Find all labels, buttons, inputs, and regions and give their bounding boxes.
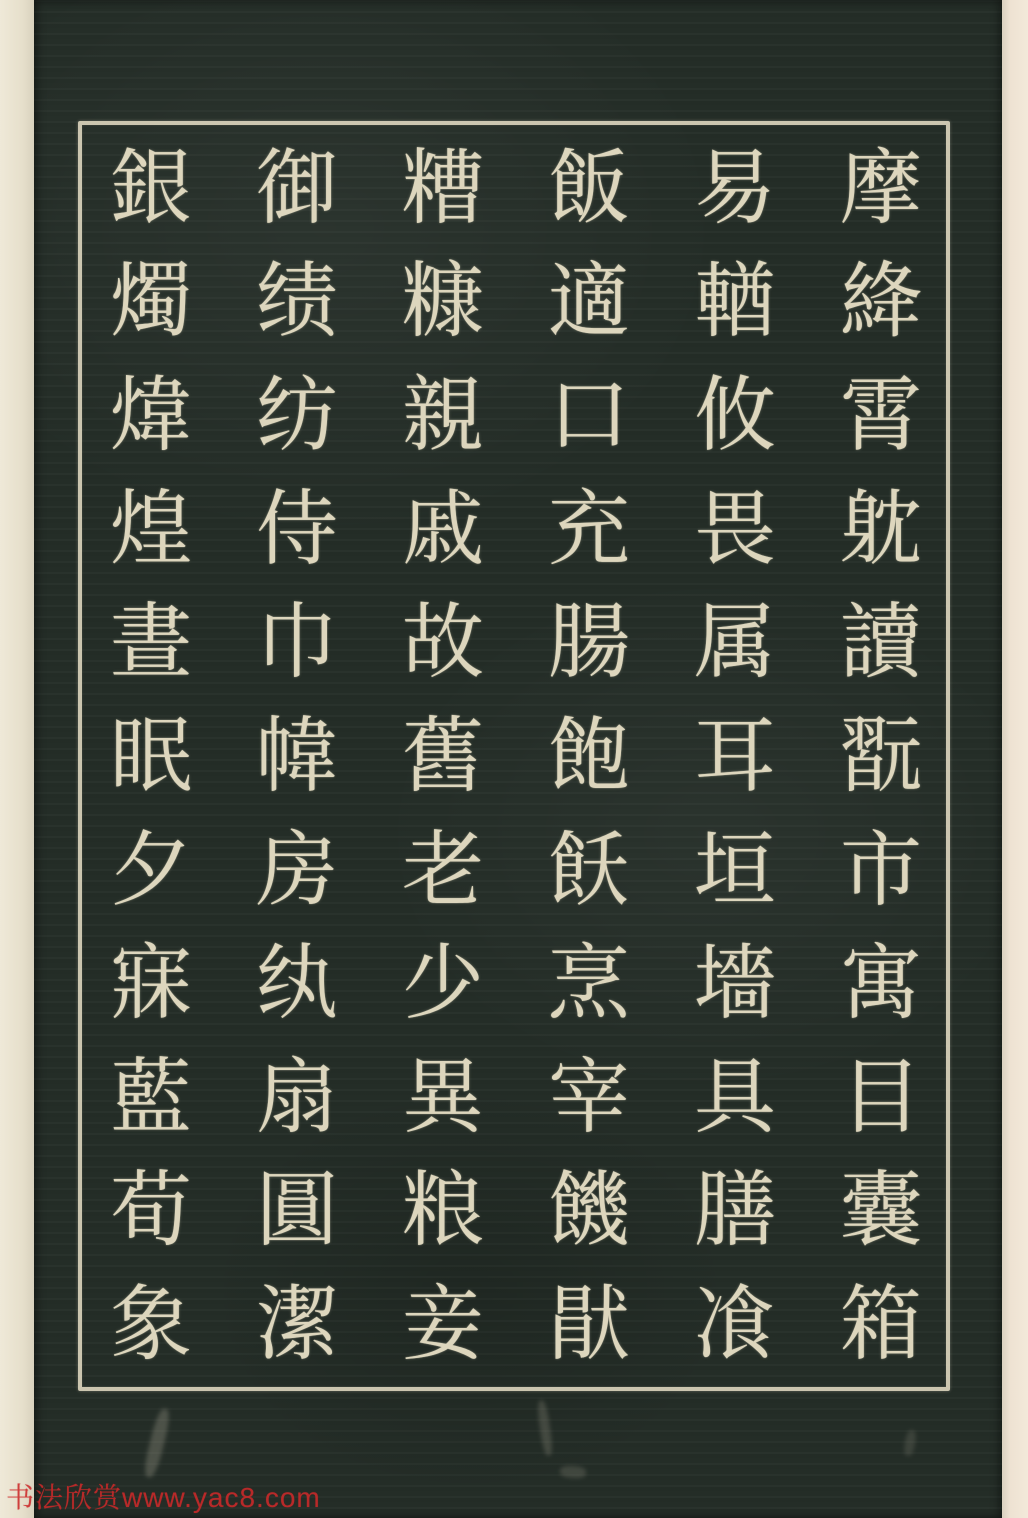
calligraphy-character: 膳: [693, 1165, 776, 1257]
calligraphy-character: 寐: [109, 938, 192, 1030]
calligraphy-character: 市: [839, 824, 922, 916]
calligraphy-character: 飡: [693, 1279, 776, 1371]
paper-margin-left: [0, 0, 38, 1518]
calligraphy-character: 烹: [547, 938, 630, 1030]
calligraphy-character: 夕: [109, 824, 192, 916]
calligraphy-character: 目: [839, 1051, 922, 1143]
calligraphy-character: 口: [547, 370, 630, 462]
calligraphy-character: 耳: [693, 710, 776, 802]
calligraphy-character: 畏: [693, 483, 776, 575]
calligraphy-character: 幃: [255, 710, 338, 802]
calligraphy-character: 腸: [547, 597, 630, 689]
calligraphy-character: 属: [693, 597, 776, 689]
calligraphy-character: 銀: [109, 142, 192, 234]
calligraphy-character: 翫: [839, 710, 922, 802]
calligraphy-character: 象: [109, 1279, 192, 1371]
calligraphy-character: 易: [693, 142, 776, 234]
calligraphy-character: 宰: [547, 1051, 630, 1143]
calligraphy-character: 妾: [401, 1279, 484, 1371]
calligraphy-character: 異: [401, 1051, 484, 1143]
calligraphy-character: 攸: [693, 370, 776, 462]
calligraphy-character: 舊: [401, 710, 484, 802]
calligraphy-character: 絳: [839, 256, 922, 348]
calligraphy-character: 墻: [693, 938, 776, 1030]
calligraphy-character: 御: [255, 142, 338, 234]
calligraphy-character: 圓: [255, 1165, 338, 1257]
calligraphy-character: 饑: [547, 1165, 630, 1257]
character-grid: [92, 132, 940, 1382]
calligraphy-character: 摩: [839, 142, 922, 234]
calligraphy-character: 燭: [109, 256, 192, 348]
calligraphy-character: 侍: [255, 483, 338, 575]
calligraphy-character: 老: [401, 824, 484, 916]
calligraphy-character: 寓: [839, 938, 922, 1030]
calligraphy-character: 糟: [401, 142, 484, 234]
calligraphy-character: 藍: [109, 1051, 192, 1143]
text-column-6: [92, 132, 210, 1382]
text-column-2: [676, 132, 794, 1382]
calligraphy-character: 讀: [839, 597, 922, 689]
calligraphy-character: 纺: [255, 370, 338, 462]
calligraphy-character: 潔: [255, 1279, 338, 1371]
text-column-5: [238, 132, 356, 1382]
calligraphy-character: 晝: [109, 597, 192, 689]
calligraphy-character: 猒: [547, 1279, 630, 1371]
calligraphy-character: 垣: [693, 824, 776, 916]
calligraphy-character: 飫: [547, 824, 630, 916]
calligraphy-character: 扇: [255, 1051, 338, 1143]
calligraphy-character: 飯: [547, 142, 630, 234]
paper-margin-right: [998, 0, 1028, 1518]
calligraphy-character: 飽: [547, 710, 630, 802]
calligraphy-character: 具: [693, 1051, 776, 1143]
calligraphy-character: 適: [547, 256, 630, 348]
calligraphy-character: 躭: [839, 483, 922, 575]
calligraphy-character: 煌: [109, 483, 192, 575]
calligraphy-character: 親: [401, 370, 484, 462]
calligraphy-character: 糠: [401, 256, 484, 348]
text-column-3: [530, 132, 648, 1382]
calligraphy-character: 少: [401, 938, 484, 1030]
calligraphy-character: 充: [547, 483, 630, 575]
calligraphy-character: 箱: [839, 1279, 922, 1371]
calligraphy-character: 纨: [255, 938, 338, 1030]
calligraphy-character: 粮: [401, 1165, 484, 1257]
calligraphy-character: 房: [255, 824, 338, 916]
text-column-1: [822, 132, 940, 1382]
calligraphy-character: 荀: [109, 1165, 192, 1257]
calligraphy-character: 囊: [839, 1165, 922, 1257]
calligraphy-character: 霄: [839, 370, 922, 462]
calligraphy-character: 巾: [255, 597, 338, 689]
calligraphy-character: 故: [401, 597, 484, 689]
calligraphy-character: 煒: [109, 370, 192, 462]
calligraphy-character: 戚: [401, 483, 484, 575]
text-column-4: [384, 132, 502, 1382]
calligraphy-character: 輶: [693, 256, 776, 348]
calligraphy-character: 绩: [255, 256, 338, 348]
site-watermark: 书法欣赏www.yac8.com: [6, 1482, 321, 1513]
calligraphy-character: 眠: [109, 710, 192, 802]
